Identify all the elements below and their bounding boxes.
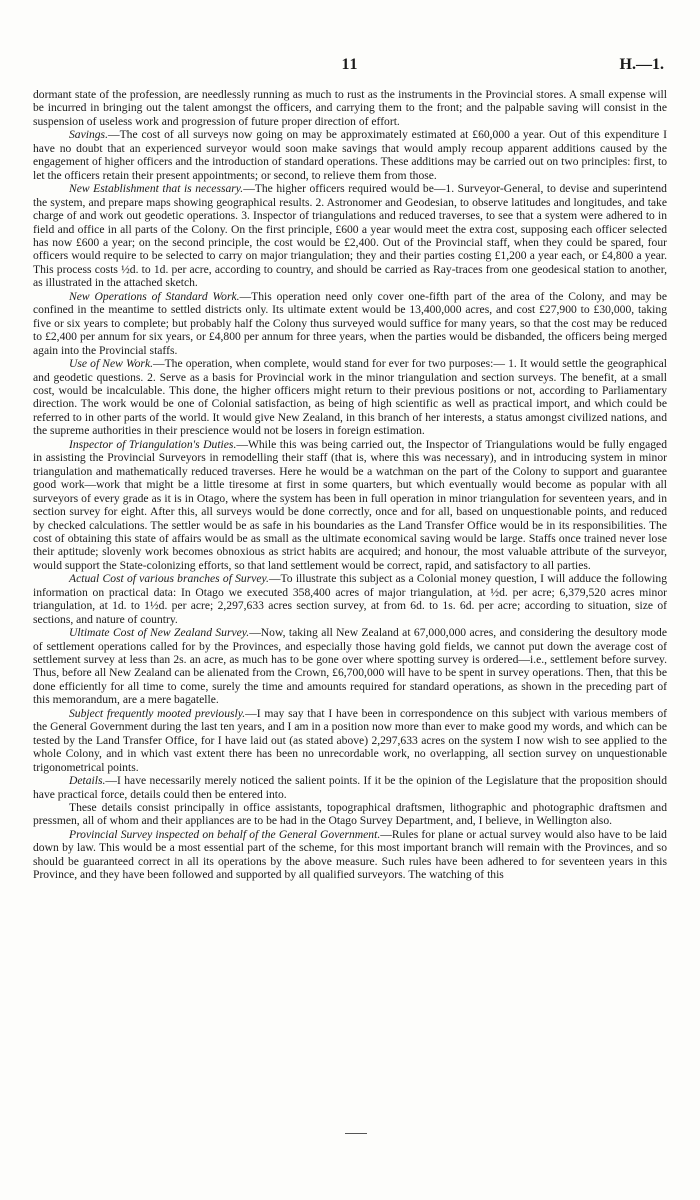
paragraph-heading: Details. — [69, 774, 106, 788]
paragraph-details — [33, 774, 667, 801]
paragraph-text: —The cost of all surveys now going on may be approximately estimated at £60,000 a year. Out of this expenditure I have no doubt that an experienced surveyor would soon make savings that would amply recoup apparent additions caused by the engagement of higher officers and the introduction of standard operations. These additions may be carried out on two principles: first, to let the officers retain their present appointments; or second, to relieve them from those. — [33, 128, 667, 182]
paragraph-heading: Savings. — [69, 128, 108, 142]
paragraph-provincial-survey — [33, 828, 667, 882]
paragraph-text: —While this was being carried out, the Inspector of Triangulations would be fully engaged in assisting the Provincial Surveyors in remodelling their staff (that is, where this was necessary), and in introducing system in minor triangulation and mathematically reduced traverses. Here he would be a watchman on the part of the Colony to support and guarantee good work—work that might be a little tiresome at first in some quarters, but which eventually would become as popular with all surveyors of every grade as it is in Otago, where the system has been in full operation in minor triangulation for seventeen years, and in section survey for eight. After this, all surveys would be done correctly, once and for all, based on unquestionable points, and reduced by checked calculations. The settler would be as safe in his boundaries as the Land Transfer Office would be in its responsibilities. The cost of obtaining this state of affairs would be as small as the ultimate economical saving would be large. Staffs once trained never lose their aptitude; slovenly work becomes obnoxious as strict habits are acquired; and honour, the most valuable attribute of the surveyor, would support the State-colonizing efforts, so that land settlement would be correct, rapid, and satisfactory to all parties. — [33, 437, 667, 572]
paragraph-use-of-new-work — [33, 357, 667, 438]
paragraph-heading: New Operations of Standard Work. — [69, 289, 240, 303]
paragraph-new-operations — [33, 290, 667, 357]
paragraph-heading: Subject frequently mooted previously. — [69, 706, 246, 720]
page-number: 11 — [341, 56, 359, 73]
paragraph-heading: Use of New Work. — [69, 357, 153, 371]
paragraph-text: —This operation need only cover one-fifth part of the area of the Colony, and may be confined in the meantime to settled districts only. Its ultimate extent would be 13,400,000 acres, and cost £27,900 to £30,000, taking five or six years to complete; but probably half the Colony thus surveyed would suffice for many years, so that the cost may be reduced to £2,400 per annum for six years, or £4,800 per annum for three years, when the parties would be disbanded, the officers being merged again into the Provincial staffs. — [33, 289, 667, 357]
paragraph-heading: New Establishment that is necessary. — [69, 182, 244, 196]
paragraph-new-establishment — [33, 182, 667, 290]
paragraph-inspector-duties — [33, 438, 667, 573]
paragraph-text: —To illustrate this subject as a Colonial money question, I will adduce the following information on practical data: In Otago we executed 358,400 acres of major triangulation, at ½d. per acre; 6,379,520 acres minor triangulation, at 1d. to 1½d. per acre; 2,297,633 acres section survey, at from 6d. to 1s. 6d. per acre; according to situation, size of sections, and nature of country. — [33, 572, 667, 626]
paragraph-text: —The operation, when complete, would stand for ever for two purposes:— 1. It would settle the geographical and geodetic questions. 2. Serve as a basis for Provincial work in the minor triangulation and section surveys. The benefit, at a small cost, would be incalculable. This done, the higher officers might return to their previous positions or not, according to Parliamentary direction. The work would be one of Colonial satisfaction, as being of high scientific as well as practical import, and which could be referred to in other parts of the world. It would give New Zealand, in this branch of her interests, a status amongst civilized nations, and the supreme authorities in their prescience would not be losers in foreign estimation. — [33, 357, 667, 438]
paragraph-ultimate-cost — [33, 626, 667, 707]
paragraph-heading: Actual Cost of various branches of Survey. — [69, 572, 269, 586]
paragraph-details-continued — [33, 801, 667, 828]
paragraph-text: —I have necessarily merely noticed the salient points. If it be the opinion of the Legislature that the proposition should have practical force, details could then be entered into. — [33, 774, 667, 801]
paragraph-text: —Rules for plane or actual survey would also have to be laid down by law. This would be a most essential part of the scheme, for this most important branch will remain with the Provinces, and so should be guaranteed correct in all its operations by the above measure. Such rules have been adhered to for seventeen years in this Province, and they have been followed and supported by all qualified surveyors. The watching of this — [33, 827, 667, 882]
paragraph-subject-mooted — [33, 707, 667, 774]
page-header — [0, 56, 700, 76]
page-end-rule — [345, 1133, 367, 1134]
paragraph-heading: Provincial Survey inspected on behalf of the General Government. — [69, 827, 381, 841]
paragraph-savings — [33, 128, 667, 182]
paragraph-text: —I may say that I have been in correspondence on this subject with various members of the General Government during the last ten years, and I am in a position now more than ever to make good my words, and which can be tested by the Land Transfer Office, for I have laid out (as stated above) 2,297,633 acres on the system I now wish to see applied to the whole Colony, and in which vast extent there has been no unrecordable work, no overlapping, all section survey on unquestionable trigonometrical points. — [33, 706, 667, 774]
paragraph-text: —Now, taking all New Zealand at 67,000,000 acres, and considering the desultory mode of settlement operations called for by the Provinces, and especially those having gold fields, we cannot put down the average cost of settlement survey at less than 2s. an acre, as much has to be gone over where spotting survey is ordered—i.e., settlement before survey. Thus, before all New Zealand can be alienated from the Crown, £6,700,000 will have to be spent in survey operations. Then, that this be done efficiently for all time to come, surely the time and amounts required for standard operations, as shown in the preceding part of this memorandum, are a mere bagatelle. — [33, 626, 667, 707]
paragraph-text: —The higher officers required would be—1. Surveyor-General, to devise and superintend the system, and prepare maps showing geographical results. 2. Astronomer and Geodesian, to observe latitudes and longitudes, and take charge of and work out geodetic operations. 3. Inspector of triangulations and reduced traverses, to see that a system were adhered to in field and office in all parts of the Colony. On the first principle, £600 a year would meet the extra cost, supposing each officer selected has now £600 a year; on the second principle, the cost would be £2,400. Out of the Provincial staff, when they could be spared, four officers would require to be selected to carry on major triangulation; they and their parties costing £1,200 a year each, or £4,800 a year. This process costs ½d. to 1d. per acre, according to country, and should be carried as Ray-traces from one geodesical station to another, as illustrated in the attached sketch. — [33, 182, 667, 290]
paragraph-actual-cost — [33, 572, 667, 626]
body-text — [33, 88, 667, 882]
paragraph-heading: Inspector of Triangulation's Duties. — [69, 437, 237, 451]
paragraph-text: dormant state of the profession, are needlessly running as much to rust as the instruments in the Provincial stores. A small expense will be incurred in bringing out the talent amongst the officers, and carrying them to the front; and the palpable saving will consist in the suspension of useless work and progression of future proper direction of effort. — [33, 88, 667, 128]
paragraph-heading: Ultimate Cost of New Zealand Survey. — [69, 626, 250, 640]
paragraph-continued — [33, 88, 667, 128]
document-reference: H.—1. — [619, 56, 664, 73]
paragraph-text: These details consist principally in office assistants, topographical draftsmen, lithographic and photographic draftsmen and pressmen, all of whom and their appliances are to be had in the Otago Survey Department, and, I believe, in Wellington also. — [33, 801, 667, 828]
